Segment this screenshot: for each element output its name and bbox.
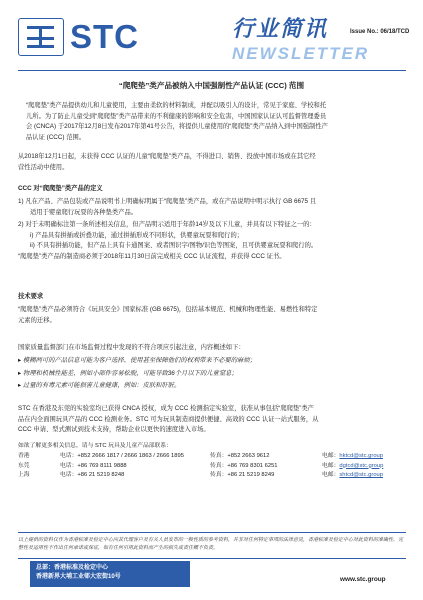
definition-item: 2) 对于未明确标注第一条所述相关信息，但产品明示适用于年龄14岁及以下儿童，并具有以下特征之一的：: [18, 221, 316, 228]
arrow-bullet-icon: ▸: [18, 357, 23, 364]
headquarters-name: 总部：香港标准及检定中心: [36, 565, 109, 571]
definition-list: [18, 197, 406, 262]
disclaimer: 以上提供的资料仅作为香港标准及检定中心向其代理客户及有关人员发布的一般性质的参考资料，并非对任何特定事项的法律意见，香港标准及检定中心对此资料的准确性、完整性及适用性不作出任何承诺或保证，如有任何引用此资料而产生的损失或责任概不负责。: [18, 537, 404, 551]
contact-tel: 电话：+852 2666 1817 / 2666 1863 / 2666 1895: [60, 453, 184, 459]
contact-row: [18, 471, 406, 481]
paragraph-line: 品在内全面围玩具产品的 CCC 检测业务。STC 可为玩具制造商提供便捷、高效的 CCC 认证一站式服务，从: [18, 415, 319, 423]
tech-heading: 技术要求: [18, 293, 44, 300]
arrow-bullet-icon: ▸: [18, 382, 23, 389]
tech-paragraph: [18, 305, 406, 326]
stc-service-paragraph: [18, 404, 406, 436]
definition-note: “爬爬垫”类产品的制造商必须于2018年11月30日前完成相关 CCC 认证流程，并获得 CCC 证书。: [18, 252, 286, 260]
list-item-text: 过量的有毒元素可能损害儿童健康，例如：皮肤和肝脏。: [22, 382, 181, 389]
contact-tel: 电话：+86 21 5219 8248: [60, 472, 125, 479]
contact-table: [18, 452, 406, 481]
contact-city: 香港: [18, 453, 30, 459]
stc-logo-icon: [19, 19, 62, 54]
headquarters-address: 香港新界大埔工业邨大宏街10号: [36, 574, 121, 580]
intro-paragraph: [26, 101, 406, 143]
effective-date-paragraph: [18, 152, 406, 173]
stc-logo-mark: [18, 18, 64, 56]
header-divider: [18, 70, 406, 71]
contact-email-link[interactable]: hktcd@stc.group: [339, 453, 383, 459]
definition-item: 1) 凡在产品、产品包装或产品说明书上明确标明属于“爬爬垫”类产品，或在产品说明中明示执行 GB 6675 且: [18, 198, 317, 205]
contact-city: 上海: [18, 472, 30, 479]
contact-city: 东莞: [18, 462, 30, 469]
nonconformity-intro: 国家质量监督部门在市场监督过程中发现的不符合项应引起注意，内容概述如下：: [18, 344, 245, 351]
contact-email-label: 电邮：: [322, 453, 340, 459]
list-item: [18, 369, 406, 380]
contact-email-label: 电邮：: [322, 472, 340, 479]
contact-fax: 传真：+852 2663 9612: [210, 453, 270, 459]
list-item: [18, 381, 406, 392]
intro-line: 儿所。为了防止儿童受到“爬爬垫”类产品带来的不利健康的影响和安全危害，中国国家认证认可监督管理委员: [26, 112, 327, 120]
list-item-text: 模糊两可的产品信息可能为客户选择、使用甚至保障他们的权利带来不必要的麻烦；: [22, 357, 256, 364]
contact-row: [18, 452, 406, 462]
arrow-bullet-icon: ▸: [18, 369, 23, 377]
nonconformity-list: [18, 356, 406, 392]
definition-subitem: ii) 不具有拼插功能，但产品上具有卡通图案、或者图识字/图物/识色等图案，且可供婴童玩耍和爬行的。: [30, 242, 318, 249]
contact-row: [18, 462, 406, 472]
paragraph-line: 从2018年12月1日起，未获得 CCC 认证的儿童“爬爬垫”类产品，不得进口、销售、投放中国市场或在其它经: [18, 153, 316, 160]
paragraph-line: STC 在香港及东莞的实验室均已获得 CNCA 授权，成为 CCC 检测指定实验室，获准从事包括“爬爬垫”类产: [18, 405, 314, 412]
paragraph-line: CCC 申请、型式测试到技术支持，帮助企业以更快的速度进入市场。: [18, 426, 210, 433]
list-item-text: 物理和机械性能差，例如小部件容易松脱，可能导致36个月以下的儿童窒息；: [22, 369, 238, 377]
contact-email-label: 电邮：: [322, 462, 340, 469]
stc-logo-word: STC: [70, 18, 139, 55]
footer-divider: [18, 558, 406, 559]
contact-fax: 传真：+86 769 8301 6251: [210, 462, 278, 469]
intro-line: 品认证 (CCC) 范围。: [26, 133, 86, 141]
definition-heading: CCC 对“爬爬垫”类产品的定义: [18, 185, 103, 192]
contact-intro: 如欲了解更多相关信息，请与 STC 玩具及儿童产品部联系：: [18, 443, 172, 449]
issue-number: Issue No.: 06/18/TCD: [350, 29, 410, 35]
website-link[interactable]: www.stc.group: [340, 576, 386, 583]
contact-tel: 电话：+86 769 8111 9888: [60, 462, 127, 469]
paragraph-line: 营性活动中使用。: [18, 163, 69, 171]
newsletter-title-en: NEWSLETTER: [232, 44, 370, 63]
newsletter-title-cn: 行业简讯: [232, 16, 329, 41]
intro-line: 会 (CNCA) 于2017年12月8日发布2017年第41号公告，将提供儿童使用的“爬爬垫”类产品纳入到中国强制性产: [26, 123, 328, 130]
paragraph-line: “爬爬垫”类产品必须符合《玩具安全》国家标准 (GB 6675)，包括基本规范、机械和物理性能、易燃性和特定: [18, 306, 318, 313]
article-title: “爬爬垫”类产品被纳入中国强制性产品认证 (CCC) 范围: [118, 81, 305, 90]
footer-divider: [18, 532, 406, 533]
headquarters-block: [30, 561, 190, 587]
contact-email-link[interactable]: shtcd@stc.group: [339, 472, 383, 479]
contact-fax: 传真：+86 21 5219 8249: [210, 472, 275, 479]
paragraph-line: 元素的迁移。: [18, 316, 56, 324]
contact-email-link[interactable]: dgtcd@stc.group: [339, 462, 384, 469]
intro-line: “爬爬垫”类产品提供幼儿和儿童使用，主要由柔软的材料制成，并配以吸引人的设计，常见于家庭、学校和托: [26, 102, 327, 109]
definition-item-cont: 适用于婴童爬行玩耍的各种垫类产品。: [30, 208, 138, 216]
list-item: [18, 356, 406, 367]
definition-subitem: i) 产品具有拼插或折叠功能，通过拼插形成不同形状，供婴童玩耍和爬行的；: [30, 231, 244, 239]
